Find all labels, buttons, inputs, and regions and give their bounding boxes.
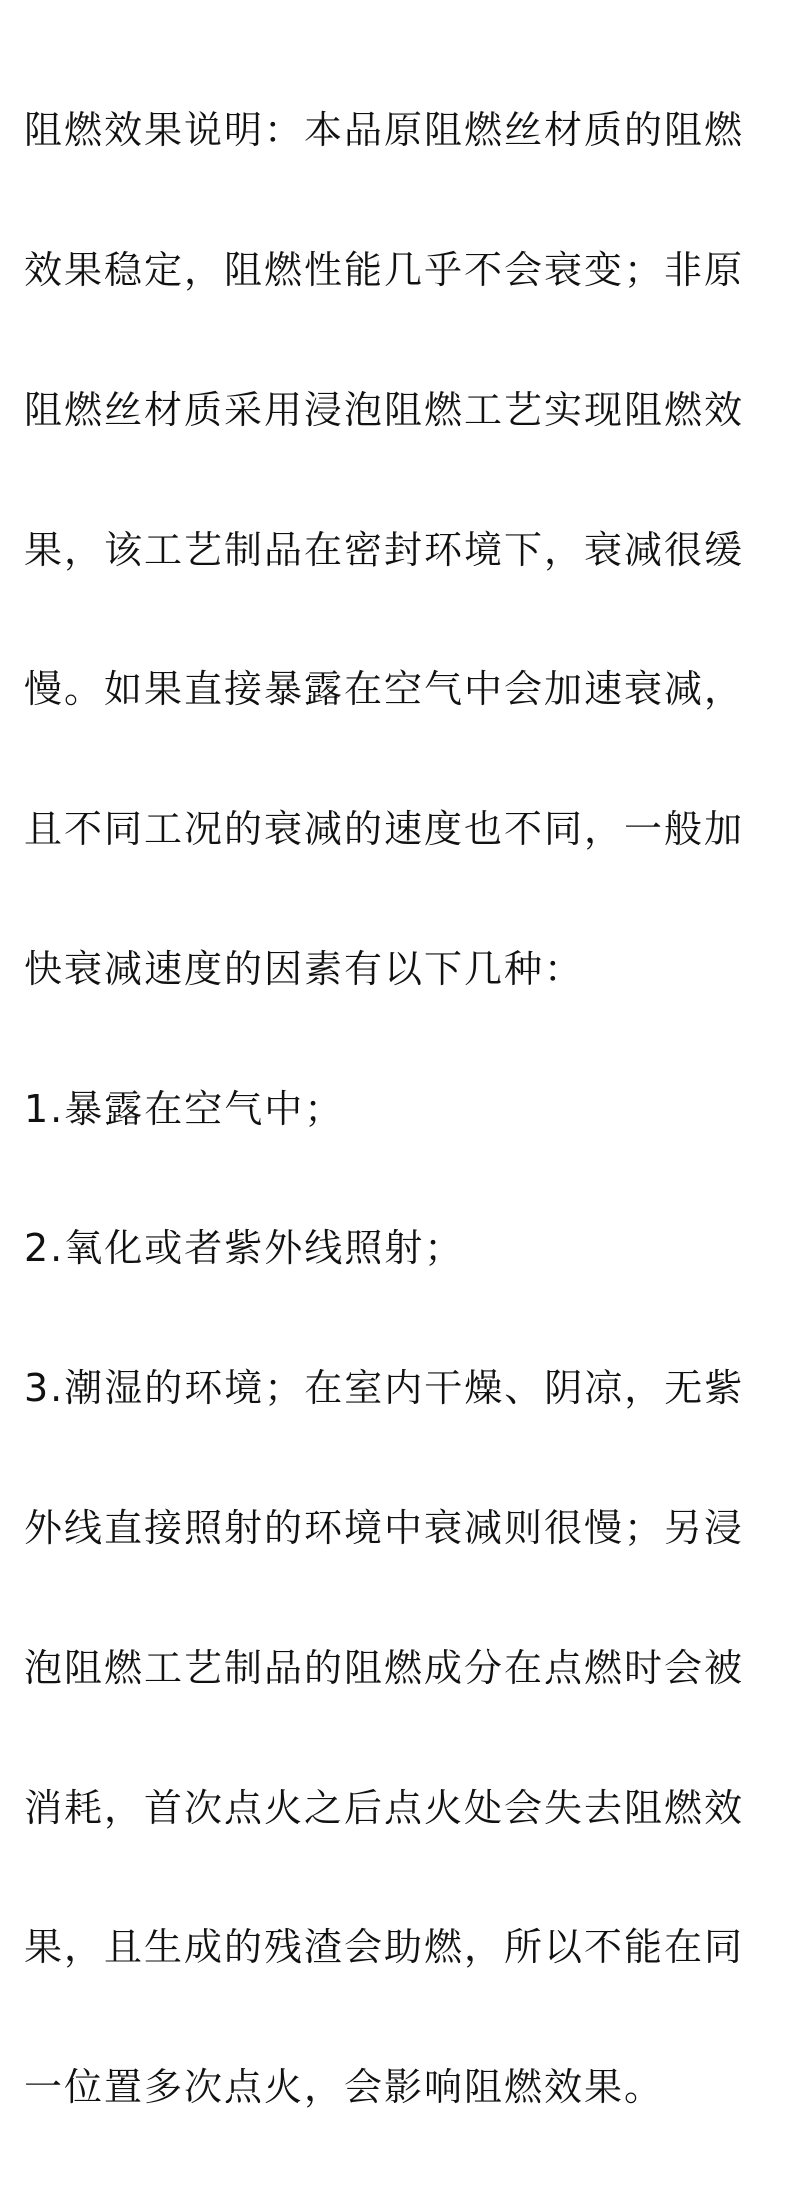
flame-retardant-notice xyxy=(24,14,784,2204)
notice-line-7: 快衰减速度的因素有以下几种： xyxy=(24,946,585,991)
notice-line-5: 慢。如果直接暴露在空气中会加速衰减， xyxy=(24,667,745,712)
notice-line-2: 效果稳定，阻燃性能几乎不会衰变；非原 xyxy=(24,247,745,292)
notice-line-6: 且不同工况的衰减的速度也不同，一般加 xyxy=(24,807,745,852)
notice-line-4: 果，该工艺制品在密封环境下，衰减很缓 xyxy=(24,527,745,572)
notice-line-10: 3.潮湿的环境；在室内干燥、阴凉，无紫 xyxy=(24,1366,745,1411)
notice-line-13: 消耗，首次点火之后点火处会失去阻燃效 xyxy=(24,1785,745,1830)
notice-line-15: 一位置多次点火，会影响阻燃效果。 xyxy=(24,2065,665,2110)
notice-line-14: 果，且生成的残渣会助燃，所以不能在同 xyxy=(24,1925,745,1970)
notice-line-8: 1.暴露在空气中； xyxy=(24,1086,345,1131)
notice-line-1: 阻燃效果说明：本品原阻燃丝材质的阻燃 xyxy=(24,108,745,153)
notice-line-3: 阻燃丝材质采用浸泡阻燃工艺实现阻燃效 xyxy=(24,387,745,432)
notice-line-12: 泡阻燃工艺制品的阻燃成分在点燃时会被 xyxy=(24,1645,745,1690)
notice-line-9: 2.氧化或者紫外线照射； xyxy=(24,1226,465,1271)
notice-line-11: 外线直接照射的环境中衰减则很慢；另浸 xyxy=(24,1506,745,1550)
